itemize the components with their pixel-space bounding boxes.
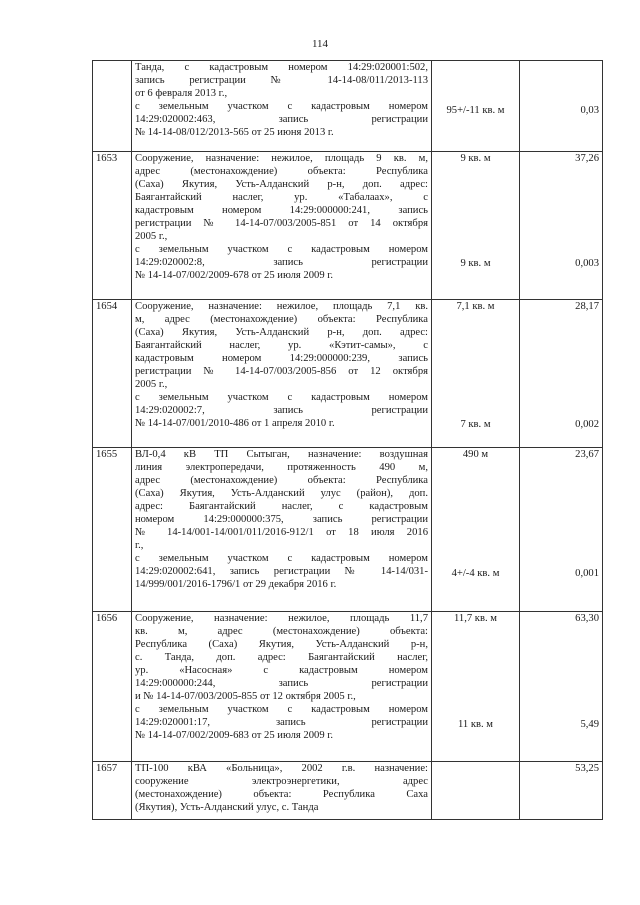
row-description: [132, 448, 432, 612]
land-area-value: 9 кв. м: [460, 258, 491, 269]
cadastral-value: 37,26: [575, 153, 599, 164]
land-area-value: 11 кв. м: [458, 719, 493, 730]
description-line: 14:29:020001:17, запись регистрации: [135, 717, 428, 728]
description-line: с земельным участком с кадастровым номером: [135, 392, 428, 403]
description-line: кадастровым номером 14:29:000000:239, запись: [135, 353, 428, 364]
land-cadastral-value: 0,003: [575, 258, 599, 269]
description-line: Сооружение, назначение: нежилое, площадь 7,1 кв.: [135, 301, 428, 312]
description-line: Баягантайский наслег, ур. «Кэтит-самы», с: [135, 340, 428, 351]
description-line: с земельным участком с кадастровым номером: [135, 244, 428, 255]
row-number: [93, 61, 132, 152]
area-value: 95+/-11 кв. м: [446, 105, 505, 116]
description-line: 2005 г.,: [135, 379, 168, 390]
description-line: Баягантайский наслег, ур. «Табалаах», с: [135, 192, 428, 203]
table-row: [93, 762, 603, 820]
cadastral-value: 53,25: [575, 763, 599, 774]
description-line: регистрации № 14-14-07/003/2005-851 от 14 октября: [135, 218, 428, 229]
row-number: 1656: [93, 612, 132, 762]
description-line: 14:29:000000:244, запись регистрации: [135, 678, 428, 689]
row-number: 1657: [93, 762, 132, 820]
table-row: [93, 300, 603, 448]
description-line: сооружение электроэнергетики, адрес: [135, 776, 428, 787]
description-line: (Саха) Якутия, Усть-Алданский р-н, доп. адрес:: [135, 327, 428, 338]
row-area: [432, 612, 520, 762]
description-line: ВЛ-0,4 кВ ТП Сытыган, назначение: воздушная: [135, 449, 428, 460]
description-line: м, адрес (местонахождение) объекта: Республика: [135, 314, 428, 325]
description-line: № 14-14-07/001/2010-486 от 1 апреля 2010 г.: [135, 418, 335, 429]
description-line: Сооружение, назначение: нежилое, площадь 9 кв. м,: [135, 153, 428, 164]
description-line: (Саха) Якутия, Усть-Алданский улус (район), доп.: [135, 488, 428, 499]
table-row: [93, 448, 603, 612]
description-line: Сооружение, назначение: нежилое, площадь 11,7: [135, 613, 428, 624]
description-line: (Саха) Якутия, Усть-Алданский р-н, доп. адрес:: [135, 179, 428, 190]
description-line: (Якутия), Усть-Алданский улус, с. Танда: [135, 802, 319, 813]
description-line: с земельным участком с кадастровым номером: [135, 553, 428, 564]
description-line: 14:29:020002:7, запись регистрации: [135, 405, 428, 416]
area-value: 490 м: [462, 449, 489, 460]
description-line: и № 14-14-07/003/2005-855 от 12 октября 2005 г.,: [135, 691, 356, 702]
description-line: адрес: Баягантайский наслег, с кадастровым: [135, 501, 428, 512]
description-line: № 14-14-07/002/2009-683 от 25 июля 2009 г.: [135, 730, 334, 741]
description-line: ТП-100 кВА «Больница», 2002 г.в. назначение:: [135, 763, 428, 774]
description-line: от 6 февраля 2013 г.,: [135, 88, 228, 99]
row-value: [520, 300, 603, 448]
description-line: адрес (местонахождение) объекта: Республика: [135, 475, 428, 486]
description-line: запись регистрации № 14-14-08/011/2013-113: [135, 75, 428, 86]
land-cadastral-value: 5,49: [580, 719, 599, 730]
land-area-value: 4+/-4 кв. м: [451, 568, 500, 579]
page-number: 114: [311, 38, 329, 50]
description-line: г.,: [135, 540, 144, 551]
row-number: 1653: [93, 152, 132, 300]
land-cadastral-value: 0,002: [575, 419, 599, 430]
description-line: 2005 г.,: [135, 231, 168, 242]
description-line: № 14-14-07/002/2009-678 от 25 июля 2009 г.: [135, 270, 334, 281]
description-line: линия электропередачи, протяженность 490 м,: [135, 462, 428, 473]
description-line: адрес (местонахождение) объекта: Республика: [135, 166, 428, 177]
row-value: [520, 61, 603, 152]
description-line: № 14-14-08/012/2013-565 от 25 июня 2013 г.: [135, 127, 334, 138]
land-cadastral-value: 0,001: [575, 568, 599, 579]
row-area: [432, 61, 520, 152]
description-line: 14:29:020002:463, запись регистрации: [135, 114, 428, 125]
row-number: 1654: [93, 300, 132, 448]
row-description: [132, 152, 432, 300]
row-area: [432, 300, 520, 448]
row-area: [432, 448, 520, 612]
description-line: 14:29:020002:641, запись регистрации № 14-14/031-: [135, 566, 428, 577]
table-row: [93, 612, 603, 762]
cadastral-value: 0,03: [580, 105, 599, 116]
row-number: 1655: [93, 448, 132, 612]
description-line: Танда, с кадастровым номером 14:29:020001:502,: [135, 62, 428, 73]
row-area: [432, 152, 520, 300]
property-registry-table: [92, 60, 603, 820]
row-area: [432, 762, 520, 820]
description-line: кадастровым номером 14:29:000000:241, запись: [135, 205, 428, 216]
table-row: [93, 61, 603, 152]
row-description: [132, 300, 432, 448]
table-row: [93, 152, 603, 300]
description-line: ур. «Насосная» с кадастровым номером: [135, 665, 428, 676]
row-value: [520, 152, 603, 300]
row-value: [520, 448, 603, 612]
cadastral-value: 28,17: [575, 301, 599, 312]
description-line: с земельным участком с кадастровым номером: [135, 101, 428, 112]
area-value: 7,1 кв. м: [456, 301, 495, 312]
row-description: [132, 612, 432, 762]
cadastral-value: 63,30: [575, 613, 599, 624]
row-description: [132, 61, 432, 152]
description-line: 14/999/001/2016-1796/1 от 29 декабря 2016 г.: [135, 579, 337, 590]
description-line: регистрации № 14-14-07/003/2005-856 от 12 октября: [135, 366, 428, 377]
area-value: 11,7 кв. м: [454, 613, 497, 624]
description-line: 14:29:020002:8, запись регистрации: [135, 257, 428, 268]
row-value: [520, 762, 603, 820]
description-line: Республика (Саха) Якутия, Усть-Алданский р-н,: [135, 639, 428, 650]
description-line: с. Танда, доп. адрес: Баягантайский наслег,: [135, 652, 428, 663]
row-value: [520, 612, 603, 762]
cadastral-value: 23,67: [575, 449, 599, 460]
land-area-value: 7 кв. м: [460, 419, 491, 430]
description-line: номером 14:29:000000:375, запись регистрации: [135, 514, 428, 525]
area-value: 9 кв. м: [460, 153, 491, 164]
description-line: кв. м, адрес (местонахождение) объекта:: [135, 626, 428, 637]
row-description: [132, 762, 432, 820]
description-line: (местонахождение) объекта: Республика Саха: [135, 789, 428, 800]
description-line: № 14-14/001-14/001/011/2016-912/1 от 18 июля 2016: [135, 527, 428, 538]
description-line: с земельным участком с кадастровым номером: [135, 704, 428, 715]
